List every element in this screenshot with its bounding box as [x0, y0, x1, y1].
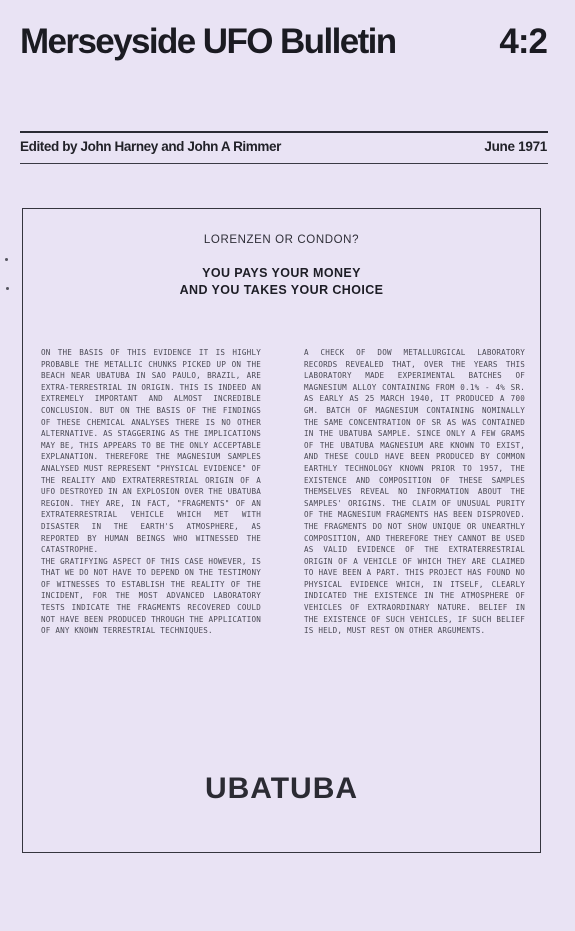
condon-column: [304, 347, 525, 637]
article-headline: [23, 265, 540, 299]
article-frame: [22, 208, 541, 853]
issue-date: June 1971: [484, 139, 547, 154]
article-footer-title: UBATUBA: [204, 772, 359, 805]
issue-number: 4:2: [499, 22, 547, 61]
editors-line: Edited by John Harney and John A Rimmer: [20, 139, 281, 154]
column-paragraph: THE GRATIFYING ASPECT OF THIS CASE HOWEVER, IS THAT WE DO NOT HAVE TO DEPEND ON THE TESTIMONY OF WITNESSES TO ESTABLISH THE REALITY OF THE INCIDENT, FOR THE MOST ADVANCED LABORATORY TESTS INDICATE THE FRAGMENTS RECOVERED COULD NOT HAVE BEEN PRODUCED THROUGH THE APPLICATION OF ANY KNOWN TERRESTRIAL TECHNIQUES.: [41, 556, 261, 636]
masthead-rule-top: [20, 131, 548, 133]
headline-line: AND YOU TAKES YOUR CHOICE: [179, 283, 384, 297]
headline-line: YOU PAYS YOUR MONEY: [202, 266, 361, 280]
punch-hole-mark: [5, 258, 8, 261]
article-kicker: LORENZEN OR CONDON?: [203, 234, 360, 246]
column-paragraph: ON THE BASIS OF THIS EVIDENCE IT IS HIGHLY PROBABLE THE METALLIC CHUNKS PICKED UP ON THE BEACH NEAR UBATUBA IN SAO PAULO, BRAZIL, ARE EXTRA-TERRESTRIAL IN ORIGIN. THIS IS INDEED AN EXTREMELY IMPORTANT AND ALMOST INCREDIBLE CONCLUSION. BUT ON THE BASIS OF THE FINDINGS OF THESE CHEMICAL ANALYSES THERE IS NO OTHER ALTERNATIVE. AS STAGGERING AS THE IMPLICATIONS MAY BE, THIS APPEARS TO BE THE ONLY ACCEPTABLE EXPLANATION. THEREFORE THE MAGNESIUM SAMPLES ANALYSED MUST REPRESENT "PHYSICAL EVIDENCE" OF THE REALITY AND EXTRATERRESTRIAL ORIGIN OF A UFO DESTROYED IN AN EXPLOSION OVER THE UBATUBA REGION. THEY ARE, IN FACT, "FRAGMENTS" OF AN EXTRATERRESTRIAL VEHICLE WHICH MET WITH DISASTER IN THE EARTH'S ATMOSPHERE, AS REPORTED BY HUMAN BEINGS WHO WITNESSED THE CATASTROPHE.: [41, 348, 261, 555]
lorenzen-column: [41, 347, 261, 637]
column-paragraph: A CHECK OF DOW METALLURGICAL LABORATORY RECORDS REVEALED THAT, OVER THE YEARS THIS LABORATORY MADE EXPERIMENTAL BATCHES OF MAGNESIUM ALLOY CONTAINING FROM 0.1% - 4% SR. AS EARLY AS 25 MARCH 1940, IT PRODUCED A 700 GM. BATCH OF MAGNESIUM CONTAINING NOMINALLY THE SAME CONCENTRATION OF SR AS WAS CONTAINED IN THE UBATUBA SAMPLE. SINCE ONLY A FEW GRAMS OF THE UBATUBA MAGNESIUM ARE KNOWN TO EXIST, AND THESE COULD HAVE BEEN PRODUCED BY COMMON EARTHLY TECHNOLOGY KNOWN PRIOR TO 1957, THE EXISTENCE AND COMPOSITION OF THESE SAMPLES THEMSELVES REVEAL NO INFORMATION ABOUT THE SAMPLES' ORIGINS. THE CLAIM OF UNUSUAL PURITY OF THE MAGNESIUM FRAGMENTS HAS BEEN DISPROVED. THE FRAGMENTS DO NOT SHOW UNIQUE OR UNEARTHLY COMPOSITION, AND THEREFORE THEY CANNOT BE USED AS VALID EVIDENCE OF THE EXTRATERRESTRIAL ORIGIN OF A VEHICLE OF WHICH THEY ARE CLAIMED TO HAVE BEEN A PART. THIS PROJECT HAS FOUND NO PHYSICAL EVIDENCE WHICH, IN ITSELF, CLEARLY INDICATED THE EXISTENCE IN THE ATMOSPHERE OF VEHICLES OF EXTRAORDINARY NATURE. BELIEF IN THE EXISTENCE OF SUCH VEHICLES, IF SUCH BELIEF IS HELD, MUST REST ON OTHER ARGUMENTS.: [304, 348, 525, 636]
punch-hole-mark: [6, 287, 9, 290]
masthead-rule-bottom: [20, 163, 548, 164]
bulletin-title: Merseyside UFO Bulletin: [20, 22, 396, 61]
